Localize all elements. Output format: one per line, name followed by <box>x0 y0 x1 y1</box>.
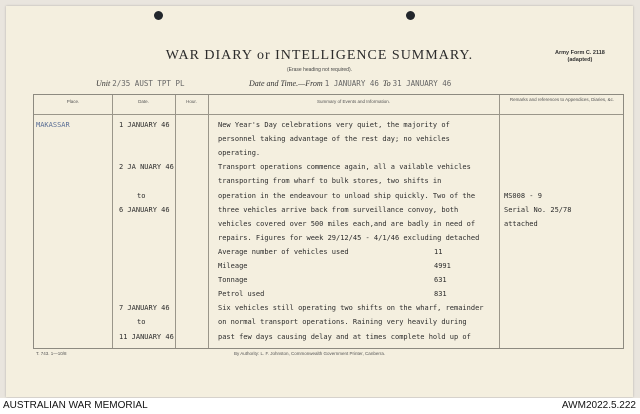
page-subtitle: (Erase heading not required). <box>286 67 353 73</box>
army-form-label: Army Form C. 2118 (adapted) <box>555 50 605 63</box>
remark-cell: Serial No. 25/78 <box>504 205 572 214</box>
col-place-header: Place. <box>66 99 80 104</box>
summary-cell: three vehicles arrive back from surveillance convoy, both <box>218 205 459 214</box>
printer-authority: By Authority: L. F. Johnston, Commonwealth Government Printer, Canberra. <box>234 351 386 356</box>
date-cell: to <box>137 318 146 327</box>
col-date-header: Date. <box>138 99 149 104</box>
figure-value: 4991 <box>434 262 451 270</box>
unit-value: 2/35 AUST TPT PL <box>112 79 185 88</box>
diary-table <box>33 94 624 349</box>
credit-bar <box>0 398 640 414</box>
col-remarks-header: Remarks and references to Appendices, Diaries, &c. <box>509 97 615 102</box>
unit-field: Unit 2/35 AUST TPT PL <box>96 79 185 88</box>
punch-hole <box>406 11 415 20</box>
date-cell: 7 JANUARY 46 <box>119 304 170 313</box>
figure-value: 631 <box>434 276 447 285</box>
summary-cell: vehicles covered over 500 miles each,and are badly in need of <box>218 219 476 228</box>
summary-cell: operation in the endeavour to unload ship quickly. Two of the <box>218 191 476 200</box>
summary-cell: Transport operations commence again, all a vailable vehicles <box>218 163 471 172</box>
credit-left: AUSTRALIAN WAR MEMORIAL <box>3 400 148 411</box>
diary-sheet <box>6 6 633 397</box>
summary-cell: New Year's Day celebrations very quiet, the majority of <box>218 121 450 129</box>
summary-cell: repairs. Figures for week 29/12/45 - 4/1/46 excluding detached <box>218 233 480 242</box>
place-cell: MAKASSAR <box>36 121 70 129</box>
figure-value: 11 <box>434 247 443 256</box>
summary-cell: on normal transport operations. Raining very heavily during <box>218 318 467 327</box>
punch-hole <box>154 11 163 20</box>
date-cell: 6 JANUARY 46 <box>119 205 170 214</box>
date-cell: 1 JANUARY 46 <box>119 121 170 129</box>
date-cell: 11 JANUARY 46 <box>119 332 174 341</box>
summary-cell: personnel taking advantage of the rest day; no vehicles <box>218 135 450 144</box>
summary-cell: Mileage <box>218 262 248 270</box>
summary-cell: Six vehicles still operating two shifts on the wharf, remainder <box>218 304 484 313</box>
summary-cell: transporting from wharf to bulk stores, two shifts in <box>218 177 442 186</box>
page-title: WAR DIARY or INTELLIGENCE SUMMARY. <box>165 48 474 63</box>
figure-value: 831 <box>434 290 447 299</box>
summary-cell: Petrol used <box>218 290 265 299</box>
col-summary-header: Summary of Events and Information. <box>316 99 391 104</box>
credit-right: AWM2022.5.222 <box>561 400 636 411</box>
summary-cell: operating. <box>218 149 261 158</box>
col-hour-header: Hour. <box>186 99 197 104</box>
print-code: T. 743. 1—10/8 <box>36 351 67 356</box>
summary-cell: past few days causing delay and at times complete hold up of <box>218 332 471 341</box>
summary-cell: Tonnage <box>218 276 248 285</box>
summary-cell: Average number of vehicles used <box>218 247 349 256</box>
date-range-field: Date and Time.—From 1 JANUARY 46 To 31 JANUARY 46 <box>249 79 452 88</box>
date-cell: to <box>137 191 146 200</box>
remark-cell: MS008 - 9 <box>504 191 542 200</box>
date-from: 1 JANUARY 46 <box>324 79 379 88</box>
date-to: 31 JANUARY 46 <box>392 79 452 88</box>
date-cell: 2 JA NUARY 46 <box>119 163 174 172</box>
remark-cell: attached <box>504 219 538 228</box>
